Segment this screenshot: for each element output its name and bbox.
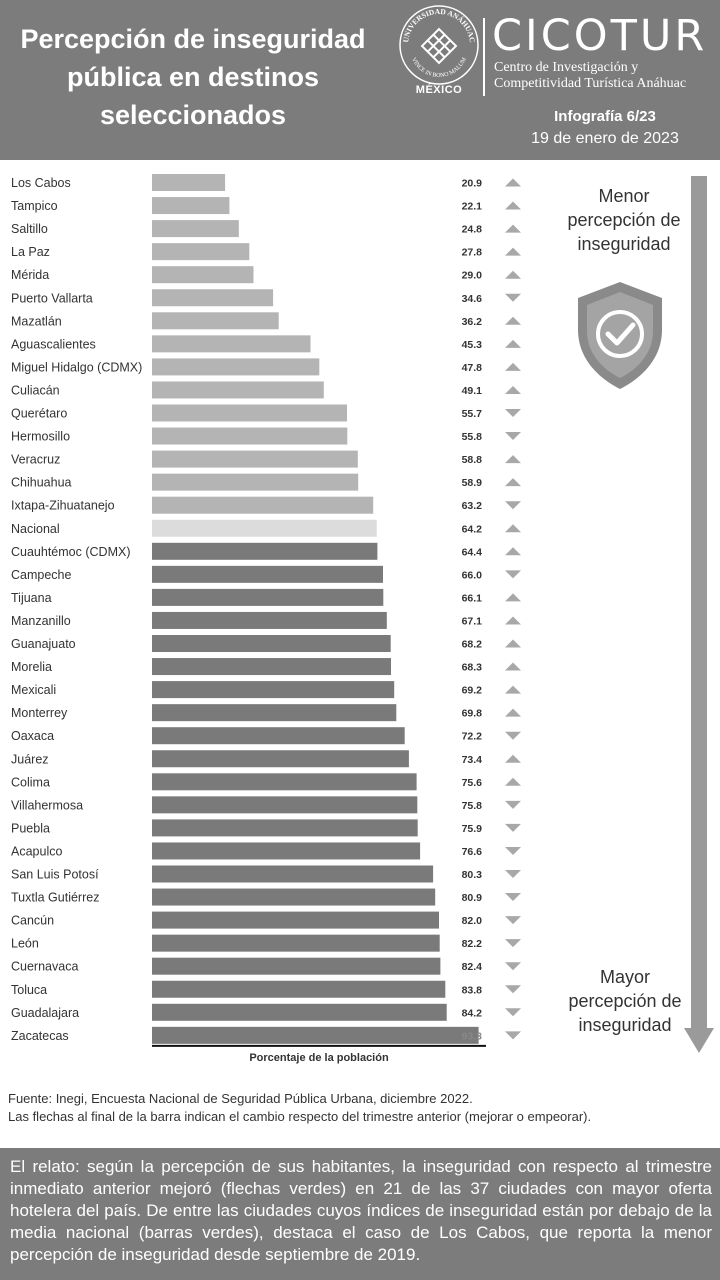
category-label-guadalajara: Guadalajara	[11, 1005, 80, 1020]
bar-tijuana	[152, 589, 383, 606]
infographic-number: Infografía 6/23	[554, 108, 656, 125]
story-text: El relato: según la percepción de sus habitantes, la inseguridad con respecto al trimestre inmediato anterior mejoró (flechas verdes) en 21 de las 37 ciudades con mayor oferta hotelera del país. De entre las ciudades cuyos índices de inseguridad están por debajo de la media nacional (barras verdes), destaca el caso de Los Cabos, que reporta la menor percepción de inseguridad desde septiembre de 2019.	[10, 1157, 712, 1264]
brand-logo-text: CICOTUR	[492, 11, 708, 61]
category-label-veracruz: Veracruz	[11, 452, 61, 467]
value-label-acapulco: 76.6	[461, 845, 482, 858]
category-label-hermosillo: Hermosillo	[11, 429, 71, 444]
category-label-tampico: Tampico	[11, 199, 58, 214]
category-label-tuxtla-gutierrez: Tuxtla Gutiérrez	[11, 890, 100, 905]
brand-subtitle-line-2: Competitividad Turística Anáhuac	[494, 76, 687, 91]
change-arrow-down-campeche	[505, 570, 521, 578]
category-label-juarez: Juárez	[11, 752, 49, 767]
change-arrow-up-nacional	[505, 524, 521, 532]
story-box	[0, 1148, 720, 1280]
bar-saltillo	[152, 220, 239, 237]
change-arrow-down-cuernavaca	[505, 962, 521, 970]
change-arrow-up-saltillo	[505, 225, 521, 233]
category-label-cuernavaca: Cuernavaca	[11, 959, 79, 974]
bar-colima	[152, 773, 417, 790]
value-label-san-luis-potosi: 80.3	[461, 869, 482, 881]
change-arrow-up-mexicali	[505, 686, 521, 694]
value-label-monterrey: 69.8	[461, 707, 482, 720]
bar-san-luis-potosi	[152, 866, 433, 883]
change-arrow-down-acapulco	[505, 847, 521, 855]
value-label-chihuahua: 58.9	[461, 477, 482, 490]
category-label-mexicali: Mexicali	[11, 683, 57, 698]
more-insecurity-line-1: Mayor	[599, 967, 650, 987]
less-insecurity-line-3: inseguridad	[577, 234, 671, 254]
value-label-saltillo: 24.8	[461, 223, 482, 236]
bar-campeche	[152, 566, 383, 583]
category-label-tijuana: Tijuana	[11, 590, 52, 605]
change-arrow-down-puebla	[505, 824, 521, 832]
value-label-manzanillo: 67.1	[461, 615, 482, 628]
more-insecurity-line-3: inseguridad	[578, 1015, 672, 1035]
value-label-nacional: 64.2	[461, 523, 482, 536]
category-label-cancun: Cancún	[11, 913, 55, 928]
category-label-leon: León	[11, 936, 39, 951]
change-arrow-down-guadalajara	[505, 1008, 521, 1016]
category-label-zacatecas: Zacatecas	[11, 1028, 69, 1043]
bar-culiacan	[152, 381, 324, 398]
bar-villahermosa	[152, 796, 417, 813]
change-arrow-down-villahermosa	[505, 801, 521, 809]
value-label-puerto-vallarta: 34.6	[461, 292, 482, 305]
value-label-campeche: 66.0	[461, 569, 482, 582]
brand-subtitle	[494, 60, 719, 92]
value-label-tampico: 22.1	[461, 200, 482, 213]
header-banner	[0, 0, 720, 160]
category-label-toluca: Toluca	[11, 982, 48, 997]
change-arrow-down-leon	[505, 939, 521, 947]
bar-cuauhtemoc-cdmx	[152, 543, 377, 560]
category-label-manzanillo: Manzanillo	[11, 613, 71, 628]
less-insecurity-line-1: Menor	[598, 186, 650, 206]
category-label-merida: Mérida	[11, 268, 50, 283]
change-arrow-down-tuxtla-gutierrez	[505, 893, 521, 901]
svg-text:VINCE IN BONO MALUM: VINCE IN BONO MALUM	[410, 56, 468, 80]
bar-guadalajara	[152, 1004, 447, 1021]
source-line-2: Las flechas al final de la barra indican el cambio respecto del trimestre anterior (mejorar o empeorar).	[8, 1109, 592, 1124]
value-label-leon: 82.2	[461, 938, 482, 951]
svg-text:UNIVERSIDAD ANÁHUAC: UNIVERSIDAD ANÁHUAC	[401, 6, 477, 44]
more-insecurity-label	[545, 965, 705, 1037]
change-arrow-up-manzanillo	[505, 616, 521, 624]
category-label-queretaro: Querétaro	[11, 406, 68, 421]
category-label-san-luis-potosi: San Luis Potosí	[11, 867, 99, 882]
bar-los-cabos	[152, 174, 225, 191]
less-insecurity-line-2: percepción de	[567, 210, 681, 230]
publication-date: 19 de enero de 2023	[531, 130, 679, 147]
category-label-chihuahua: Chihuahua	[11, 475, 72, 490]
bar-monterrey	[152, 704, 396, 721]
value-label-ixtapa-zihuatanejo: 63.2	[461, 500, 482, 513]
bar-miguel-hidalgo-cdmx	[152, 358, 319, 375]
change-arrow-down-san-luis-potosi	[505, 870, 521, 878]
bar-oaxaca	[152, 727, 405, 744]
category-label-la-paz: La Paz	[11, 245, 50, 260]
change-arrow-up-cuauhtemoc-cdmx	[505, 547, 521, 555]
bar-tampico	[152, 197, 229, 214]
value-label-la-paz: 27.8	[461, 246, 482, 259]
bar-guanajuato	[152, 635, 391, 652]
brand-subtitle-line-1: Centro de Investigación y	[494, 60, 639, 75]
change-arrow-up-mazatlan	[505, 317, 521, 325]
bar-la-paz	[152, 243, 249, 260]
value-label-los-cabos: 20.9	[461, 177, 482, 190]
value-label-guadalajara: 84.2	[461, 1007, 482, 1020]
source-note	[8, 1090, 713, 1126]
bar-aguascalientes	[152, 335, 311, 352]
bar-nacional	[152, 520, 377, 537]
value-label-villahermosa: 75.8	[461, 799, 482, 812]
bar-mazatlan	[152, 312, 279, 329]
bar-puerto-vallarta	[152, 289, 273, 306]
change-arrow-up-culiacan	[505, 386, 521, 394]
side-arrow-shaft	[691, 176, 707, 1028]
change-arrow-up-juarez	[505, 755, 521, 763]
value-label-culiacan: 49.1	[461, 384, 482, 397]
change-arrow-down-toluca	[505, 985, 521, 993]
category-label-villahermosa: Villahermosa	[11, 798, 84, 813]
value-label-guanajuato: 68.2	[461, 638, 482, 651]
value-label-tijuana: 66.1	[461, 592, 482, 605]
category-label-cuauhtemoc-cdmx: Cuauhtémoc (CDMX)	[11, 544, 131, 559]
change-arrow-up-veracruz	[505, 455, 521, 463]
value-label-colima: 75.6	[461, 776, 482, 789]
shield-check-icon	[570, 278, 670, 393]
change-arrow-down-puerto-vallarta	[505, 294, 521, 302]
bar-leon	[152, 935, 440, 952]
title-line-2: pública en destinos	[66, 62, 320, 92]
bar-acapulco	[152, 842, 420, 859]
title-line-3: seleccionados	[99, 100, 287, 130]
change-arrow-up-monterrey	[505, 709, 521, 717]
category-label-acapulco: Acapulco	[11, 844, 63, 859]
bar-tuxtla-gutierrez	[152, 889, 435, 906]
seal-country: MÉXICO	[415, 84, 463, 96]
bar-ixtapa-zihuatanejo	[152, 497, 373, 514]
bar-juarez	[152, 750, 409, 767]
category-label-puebla: Puebla	[11, 821, 50, 836]
value-label-zacatecas: 93.3	[461, 1030, 482, 1043]
value-label-miguel-hidalgo-cdmx: 47.8	[461, 361, 482, 374]
change-arrow-up-chihuahua	[505, 478, 521, 486]
value-label-puebla: 75.9	[461, 822, 482, 835]
value-label-hermosillo: 55.8	[461, 431, 482, 444]
bar-cancun	[152, 912, 439, 929]
seal-logo-icon	[398, 4, 480, 86]
value-label-queretaro: 55.7	[461, 408, 482, 420]
change-arrow-up-merida	[505, 271, 521, 279]
bar-zacatecas	[152, 1027, 479, 1044]
change-arrow-up-morelia	[505, 663, 521, 671]
value-label-tuxtla-gutierrez: 80.9	[461, 892, 482, 905]
change-arrow-down-oaxaca	[505, 732, 521, 740]
change-arrow-up-tijuana	[505, 593, 521, 601]
bar-hermosillo	[152, 428, 347, 445]
value-label-oaxaca: 72.2	[461, 730, 482, 743]
change-arrow-down-cancun	[505, 916, 521, 924]
change-arrow-up-miguel-hidalgo-cdmx	[505, 363, 521, 371]
less-insecurity-label	[548, 184, 700, 256]
value-label-veracruz: 58.8	[461, 454, 482, 467]
change-arrow-down-queretaro	[505, 409, 521, 417]
category-label-ixtapa-zihuatanejo: Ixtapa-Zihuatanejo	[11, 498, 115, 513]
bar-toluca	[152, 981, 445, 998]
value-label-cuauhtemoc-cdmx: 64.4	[461, 546, 482, 559]
bar-morelia	[152, 658, 391, 675]
bar-puebla	[152, 819, 418, 836]
title-line-1: Percepción de inseguridad	[20, 24, 366, 54]
value-label-mexicali: 69.2	[461, 684, 482, 697]
brand-divider	[483, 18, 485, 96]
bar-veracruz	[152, 451, 358, 468]
category-label-mazatlan: Mazatlán	[11, 314, 62, 329]
bar-chihuahua	[152, 474, 358, 491]
category-label-puerto-vallarta: Puerto Vallarta	[11, 291, 93, 306]
change-arrow-up-tampico	[505, 202, 521, 210]
university-seal	[398, 4, 480, 100]
value-label-morelia: 68.3	[461, 661, 482, 674]
category-label-guanajuato: Guanajuato	[11, 637, 76, 651]
more-insecurity-line-2: percepción de	[568, 991, 682, 1011]
category-label-morelia: Morelia	[11, 660, 52, 675]
category-label-monterrey: Monterrey	[11, 706, 68, 721]
value-label-juarez: 73.4	[461, 753, 482, 766]
page-title	[8, 20, 378, 134]
change-arrow-down-ixtapa-zihuatanejo	[505, 501, 521, 509]
bar-mexicali	[152, 681, 394, 698]
value-label-cuernavaca: 82.4	[461, 961, 482, 974]
value-label-aguascalientes: 45.3	[461, 338, 482, 351]
change-arrow-up-aguascalientes	[505, 340, 521, 348]
change-arrow-up-los-cabos	[505, 179, 521, 187]
change-arrow-down-zacatecas	[505, 1031, 521, 1039]
category-label-oaxaca: Oaxaca	[11, 729, 55, 744]
x-axis-label: Porcentaje de la población	[249, 1051, 389, 1064]
change-arrow-up-colima	[505, 778, 521, 786]
change-arrow-down-hermosillo	[505, 432, 521, 440]
category-label-miguel-hidalgo-cdmx: Miguel Hidalgo (CDMX)	[11, 360, 143, 375]
bar-manzanillo	[152, 612, 387, 629]
value-label-merida: 29.0	[461, 269, 482, 282]
category-label-saltillo: Saltillo	[11, 222, 48, 237]
category-label-campeche: Campeche	[11, 567, 72, 582]
category-label-aguascalientes: Aguascalientes	[11, 337, 96, 352]
category-label-nacional: Nacional	[11, 521, 60, 536]
change-arrow-up-guanajuato	[505, 640, 521, 648]
category-label-culiacan: Culiacán	[11, 383, 60, 398]
category-label-colima: Colima	[11, 775, 50, 790]
change-arrow-up-la-paz	[505, 248, 521, 256]
bar-merida	[152, 266, 254, 283]
value-label-mazatlan: 36.2	[461, 315, 482, 328]
value-label-cancun: 82.0	[461, 915, 482, 928]
value-label-toluca: 83.8	[461, 984, 482, 997]
bar-queretaro	[152, 405, 347, 422]
source-line-1: Fuente: Inegi, Encuesta Nacional de Seguridad Pública Urbana, diciembre 2022.	[8, 1091, 473, 1106]
bar-cuernavaca	[152, 958, 440, 975]
category-label-los-cabos: Los Cabos	[11, 176, 71, 190]
